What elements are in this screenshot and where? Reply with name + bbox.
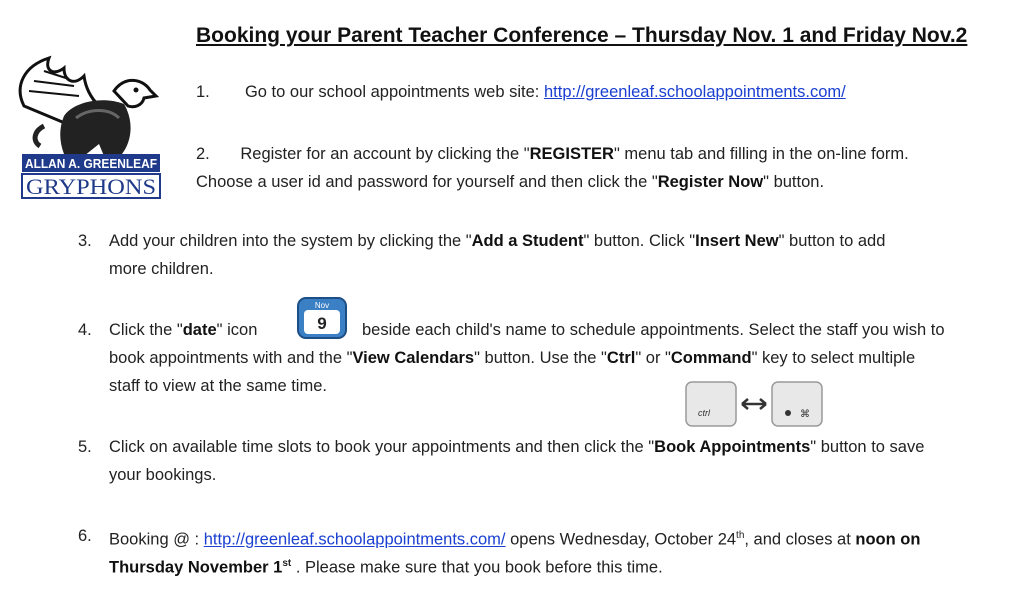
bold-text: Thursday November 1	[109, 558, 283, 577]
step-number: 5.	[78, 438, 92, 456]
step-1	[196, 78, 846, 106]
step-6-line1	[109, 522, 920, 554]
step-text: book appointments with and the "	[109, 349, 353, 367]
step-text: Choose a user id and password for yourself and then click the "	[196, 173, 658, 191]
calendar-icon	[296, 296, 348, 340]
bold-text: Command	[670, 349, 752, 367]
calendar-month: Nov	[314, 301, 330, 310]
logo-line1: ALLAN A. GREENLEAF	[25, 156, 158, 171]
step-5-line2: your bookings.	[109, 466, 217, 484]
appointments-link[interactable]: http://greenleaf.schoolappointments.com/	[203, 530, 506, 549]
bold-text: View Calendars	[352, 349, 475, 367]
step-4-line2	[109, 344, 915, 372]
ctrl-key-label: ctrl	[698, 408, 710, 418]
bold-text: noon on	[855, 530, 921, 549]
step-5-line1	[109, 433, 924, 461]
keyboard-keys-icon	[684, 380, 824, 428]
step-text: " button.	[763, 173, 825, 191]
step-text: Register for an account by clicking the "	[240, 145, 530, 163]
logo-line2: GRYPHONS	[26, 174, 156, 199]
bold-text: Ctrl	[606, 349, 636, 367]
step-number: 1.	[196, 83, 210, 101]
bold-text: Add a Student	[471, 232, 584, 250]
step-3-line2: more children.	[109, 260, 214, 278]
bold-text: Book Appointments	[654, 438, 811, 456]
step-2-line2	[196, 168, 824, 196]
step-text: " or "	[635, 349, 671, 367]
superscript: st	[282, 558, 292, 569]
step-text: . Please make sure that you book before this time.	[295, 558, 663, 577]
step-text: Booking @ :	[109, 530, 200, 549]
step-text: , and closes at	[744, 530, 851, 549]
step-text: Add your children into the system by clicking the "	[109, 232, 472, 250]
step-text: Click on available time slots to book your appointments and then click the "	[109, 438, 655, 456]
step-4-line3: staff to view at the same time.	[109, 377, 327, 395]
step-text: " icon	[216, 321, 258, 339]
page-title: Booking your Parent Teacher Conference – Thursday Nov. 1 and Friday Nov.2	[196, 24, 968, 47]
step-2-line1	[196, 140, 909, 168]
step-text: Click the "	[109, 321, 183, 339]
step-text: " button to add	[778, 232, 886, 250]
calendar-day: 9	[317, 314, 327, 333]
bold-text: date	[182, 321, 217, 339]
bold-text: REGISTER	[529, 145, 614, 163]
step-text: " button. Use the "	[474, 349, 607, 367]
gryphons-logo	[4, 46, 164, 206]
superscript: th	[736, 530, 745, 541]
step-6-line2	[109, 550, 663, 582]
step-text: " menu tab and filling in the on-line form.	[613, 145, 909, 163]
command-key-label: ⌘	[800, 409, 810, 420]
step-text: Go to our school appointments web site:	[244, 83, 540, 101]
bold-text: Insert New	[695, 232, 779, 250]
appointments-link[interactable]: http://greenleaf.schoolappointments.com/	[543, 83, 846, 101]
step-text: " button to save	[810, 438, 925, 456]
step-number: 2.	[196, 145, 210, 163]
step-3-line1	[109, 227, 885, 255]
step-4-line1a	[109, 316, 257, 344]
step-number: 4.	[78, 321, 92, 339]
step-number: 3.	[78, 232, 92, 250]
step-text: " button. Click "	[583, 232, 696, 250]
step-4-line1b: beside each child's name to schedule appointments. Select the staff you wish to	[362, 321, 945, 339]
bold-text: Register Now	[657, 173, 764, 191]
step-text: opens Wednesday, October 24	[510, 530, 737, 549]
step-text: " key to select multiple	[751, 349, 916, 367]
step-number: 6.	[78, 527, 92, 545]
